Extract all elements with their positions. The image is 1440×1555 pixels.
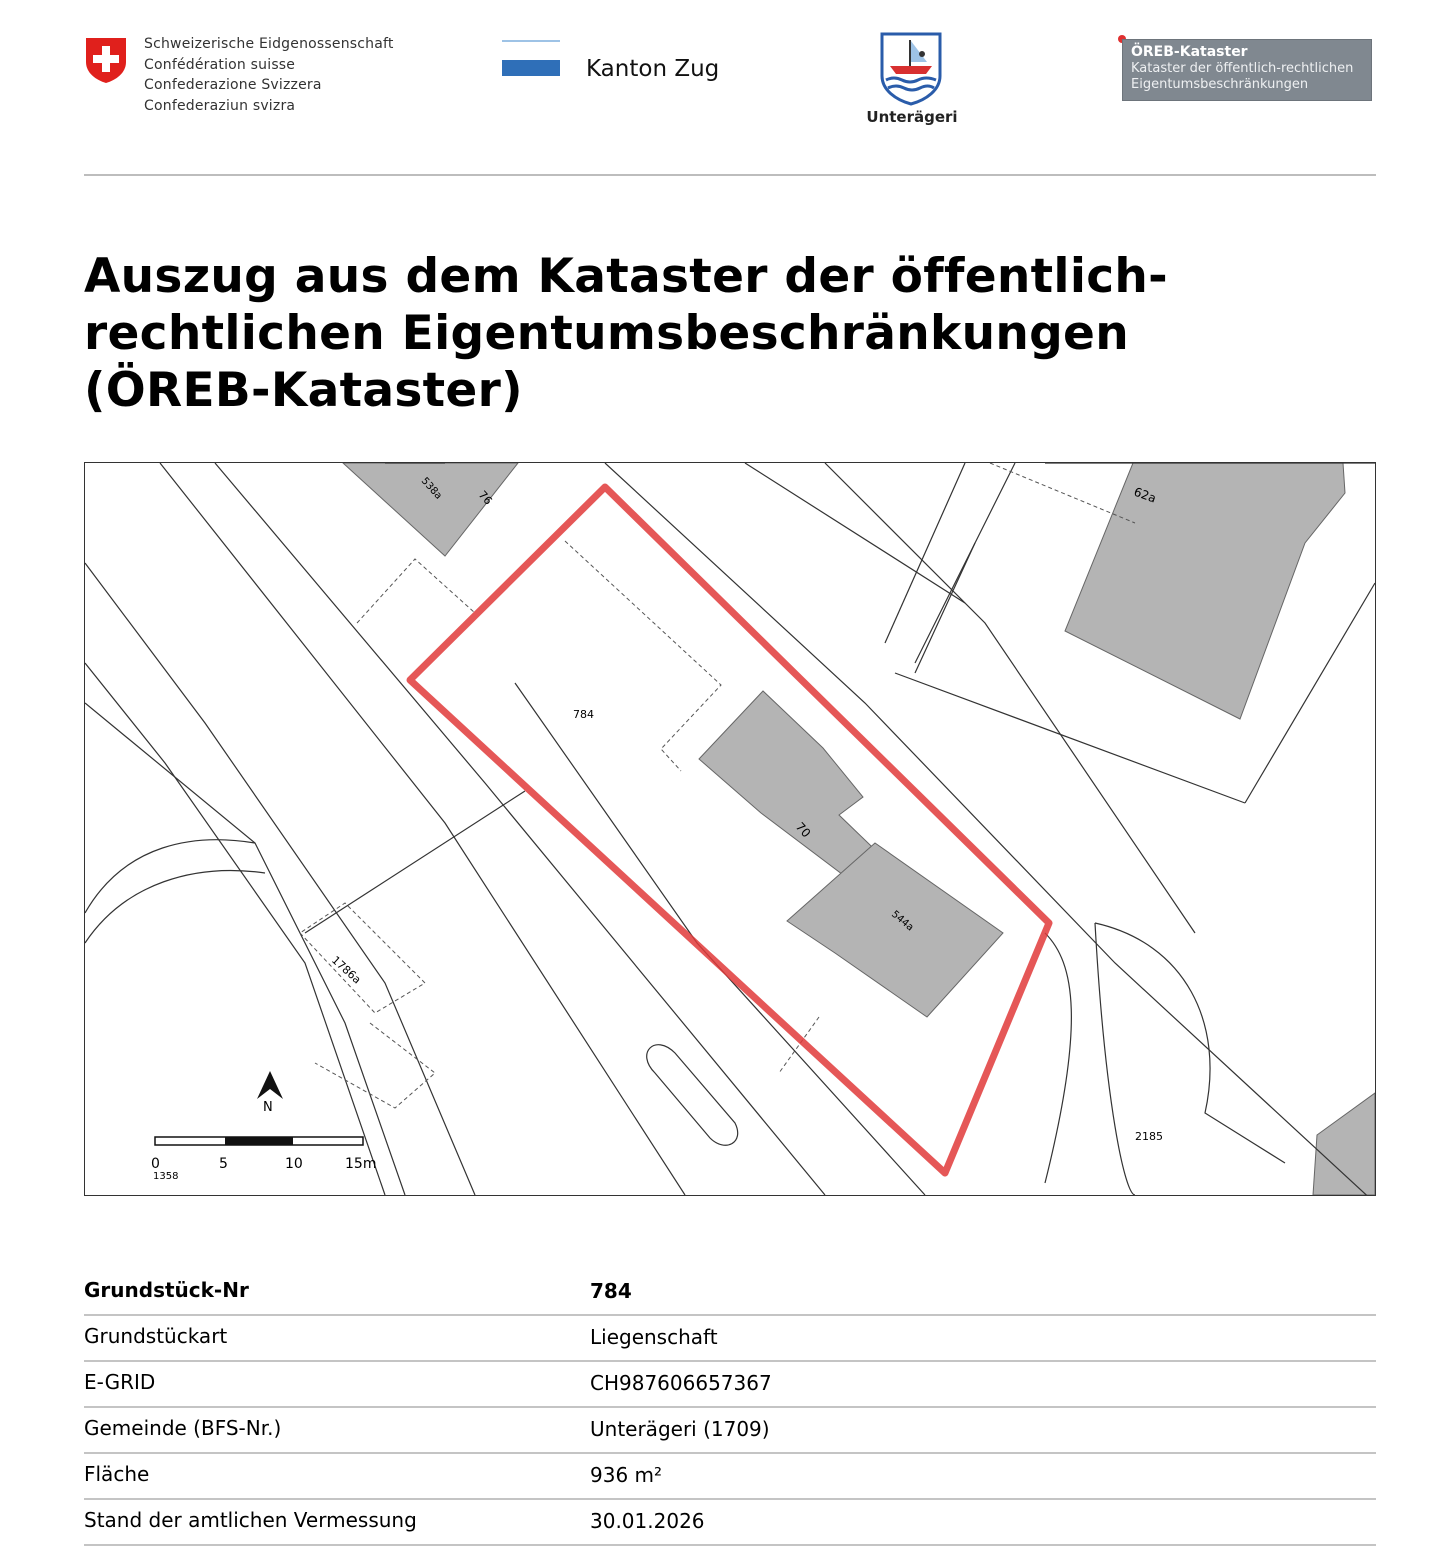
canton-name: Kanton Zug xyxy=(586,56,720,82)
map-label: 62a xyxy=(1131,484,1159,506)
row-key: E-GRID xyxy=(84,1370,156,1394)
municipality-name: Unterägeri xyxy=(866,108,958,126)
table-row xyxy=(84,1500,1376,1546)
oereb-logo-subtitle: Eigentumsbeschränkungen xyxy=(1131,77,1309,92)
map-label: 544a xyxy=(889,908,916,934)
oereb-logo-subtitle: Kataster der öffentlich-rechtlichen xyxy=(1131,61,1354,76)
building-62a xyxy=(1065,463,1345,719)
map-label-parcel: 784 xyxy=(573,708,594,721)
table-row xyxy=(84,1362,1376,1408)
unteraegeri-crest-icon xyxy=(880,32,942,110)
scale-label: 5 xyxy=(219,1156,228,1172)
building-538a xyxy=(343,463,518,556)
title-line: Auszug aus dem Kataster der öffentlich- xyxy=(84,249,1168,304)
building-edge xyxy=(1313,1093,1375,1195)
north-arrow-icon xyxy=(257,1071,283,1099)
document-title xyxy=(84,248,1284,419)
map-label: 1786a xyxy=(328,953,364,987)
building-544a xyxy=(787,843,1003,1017)
row-value: CH987606657367 xyxy=(590,1371,772,1395)
row-key: Grundstück-Nr xyxy=(84,1278,249,1302)
map-label: 1358 xyxy=(153,1171,179,1182)
confederation-line: Confédération suisse xyxy=(144,56,296,73)
parcel-details-table xyxy=(84,1270,1376,1546)
table-row xyxy=(84,1454,1376,1500)
north-label: N xyxy=(263,1100,273,1115)
row-value: 784 xyxy=(590,1279,632,1303)
document-header xyxy=(84,28,1376,138)
table-row xyxy=(84,1316,1376,1362)
map-canvas xyxy=(85,463,1375,1195)
row-value: 30.01.2026 xyxy=(590,1509,705,1533)
table-row xyxy=(84,1408,1376,1454)
row-value: Liegenschaft xyxy=(590,1325,718,1349)
oereb-logo xyxy=(1122,39,1372,101)
scale-label: 10 xyxy=(285,1156,303,1172)
map-label: 538a xyxy=(418,475,444,502)
row-key: Stand der amtlichen Vermessung xyxy=(84,1508,417,1532)
swiss-cross-icon xyxy=(84,36,128,88)
header-divider xyxy=(84,174,1376,176)
table-row xyxy=(84,1270,1376,1316)
cadastral-map xyxy=(84,462,1376,1196)
zug-flag-icon xyxy=(502,38,562,82)
title-line: (ÖREB-Kataster) xyxy=(84,363,523,418)
row-value: Unterägeri (1709) xyxy=(590,1417,770,1441)
confederation-line: Schweizerische Eidgenossenschaft xyxy=(144,36,394,52)
scale-bar xyxy=(155,1137,363,1145)
confederation-line: Confederaziun svizra xyxy=(144,97,296,114)
confederation-line: Confederazione Svizzera xyxy=(144,77,322,93)
confederation-text xyxy=(144,34,394,116)
scale-label: 15m xyxy=(345,1156,377,1172)
scale-label: 0 xyxy=(151,1156,160,1172)
row-key: Fläche xyxy=(84,1462,150,1486)
oereb-logo-title: ÖREB-Kataster xyxy=(1131,44,1248,60)
title-line: rechtlichen Eigentumsbeschränkungen xyxy=(84,306,1129,361)
map-label: 70 xyxy=(792,819,814,841)
row-value: 936 m² xyxy=(590,1463,663,1487)
row-key: Gemeinde (BFS-Nr.) xyxy=(84,1416,282,1440)
row-key: Grundstückart xyxy=(84,1324,228,1348)
map-label: 76 xyxy=(475,488,495,508)
map-label: 2185 xyxy=(1135,1130,1163,1143)
